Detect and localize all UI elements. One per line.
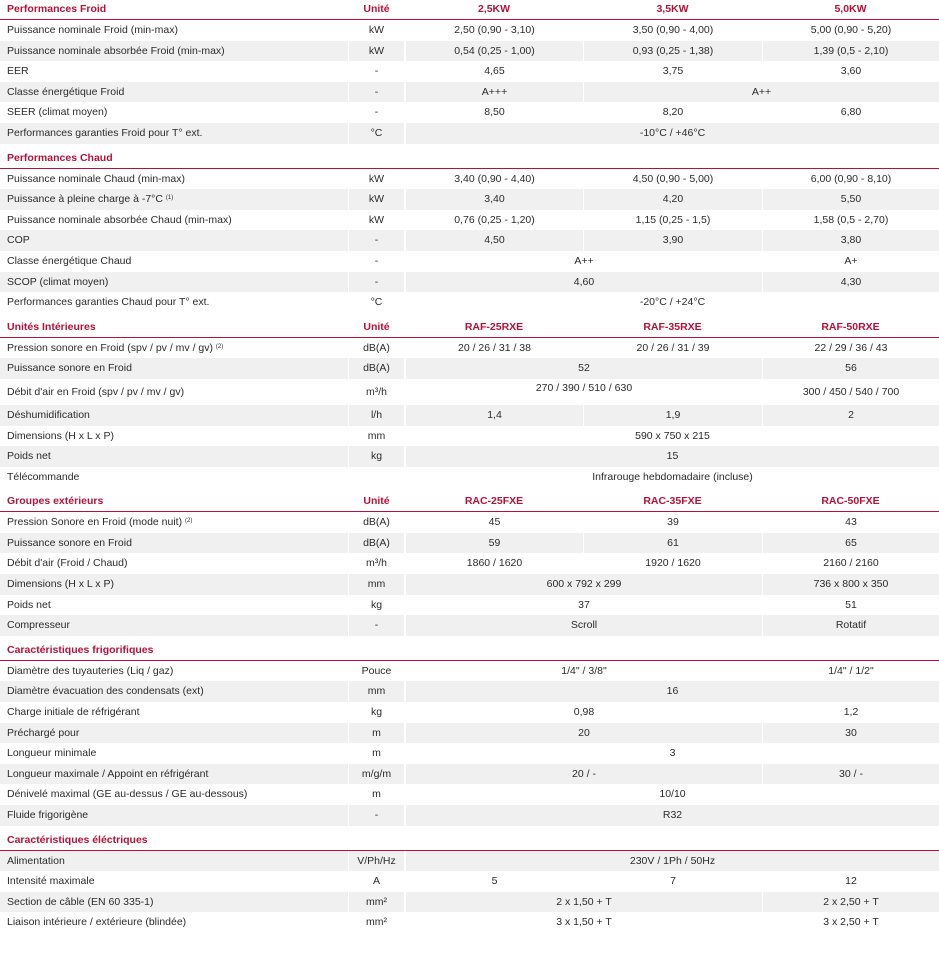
cell-value: 5,00 (0,90 - 5,20) — [762, 20, 939, 41]
row-label: Pression Sonore en Froid (mode nuit) — [7, 516, 183, 529]
section-header-groupes-exterieurs — [0, 492, 939, 512]
row-label: COP — [0, 230, 348, 251]
row-label: Pression sonore en Froid (spv / pv / mv / gv) — [7, 341, 213, 354]
cell-value: 4,65 — [405, 61, 583, 82]
cell-value: 590 x 750 x 215 — [405, 426, 939, 447]
row-label: Diamètre évacuation des condensats (ext) — [0, 681, 348, 702]
row-unit: A — [348, 871, 405, 892]
row-unit: dB(A) — [348, 512, 405, 533]
cell-value: 56 — [762, 358, 939, 379]
cell-value: 8,20 — [583, 102, 762, 123]
cell-value: 3 — [405, 743, 939, 764]
cell-value: 51 — [762, 595, 939, 616]
cell-value: A+ — [762, 251, 939, 272]
row-label: Charge initiale de réfrigérant — [0, 702, 348, 723]
footnote-marker: (2) — [215, 343, 224, 350]
cell-value: 2 x 2,50 + T — [762, 892, 939, 913]
row-unit: - — [348, 272, 405, 293]
row-label: Diamètre des tuyauteries (Liq / gaz) — [0, 661, 348, 682]
cell-value: 61 — [583, 533, 762, 554]
row-unit: dB(A) — [348, 358, 405, 379]
unit-header: Unité — [348, 492, 405, 512]
row-label: Compresseur — [0, 615, 348, 636]
row-unit: m³/h — [348, 379, 405, 405]
table-row — [0, 805, 939, 826]
table-row — [0, 661, 939, 682]
table-row — [0, 702, 939, 723]
cell-value: 300 / 450 / 540 / 700 — [762, 379, 939, 405]
table-row — [0, 851, 939, 872]
cell-value: 3,40 (0,90 - 4,40) — [405, 169, 583, 190]
cell-value: 3,90 — [583, 230, 762, 251]
row-label: Intensité maximale — [0, 871, 348, 892]
row-label: Puissance sonore en Froid — [0, 533, 348, 554]
cell-value: A++ — [583, 82, 939, 103]
row-label: Alimentation — [0, 851, 348, 872]
cell-value: 230V / 1Ph / 50Hz — [405, 851, 939, 872]
section-title: Caractéristiques frigorifiques — [0, 641, 348, 661]
table-row — [0, 405, 939, 426]
row-label: Dimensions (H x L x P) — [0, 574, 348, 595]
table-row — [0, 338, 939, 359]
cell-value: 7 — [583, 871, 762, 892]
row-label: Télécommande — [0, 467, 348, 488]
cell-value: R32 — [405, 805, 939, 826]
table-row — [0, 379, 939, 405]
cell-value: 10/10 — [405, 784, 939, 805]
row-unit: kg — [348, 702, 405, 723]
column-header: 2,5KW — [405, 0, 583, 20]
table-row — [0, 681, 939, 702]
cell-value: 20 / 26 / 31 / 38 — [405, 338, 583, 359]
cell-value: 65 — [762, 533, 939, 554]
cell-value: 2160 / 2160 — [762, 553, 939, 574]
table-row — [0, 358, 939, 379]
row-unit: mm — [348, 426, 405, 447]
cell-value: -10°C / +46°C — [405, 123, 939, 144]
row-label: Performances garanties Chaud pour T° ext. — [0, 292, 348, 313]
table-row — [0, 784, 939, 805]
cell-value: 1/4" / 1/2" — [762, 661, 939, 682]
cell-value: 1/4" / 3/8" — [405, 661, 762, 682]
row-unit: - — [348, 251, 405, 272]
cell-value: 20 / - — [405, 764, 762, 785]
row-label: Classe énergétique Chaud — [0, 251, 348, 272]
cell-value: 5 — [405, 871, 583, 892]
section-title: Groupes extérieurs — [0, 492, 348, 512]
cell-value: 2 — [762, 405, 939, 426]
row-label-with-note — [0, 512, 348, 533]
cell-value: 1,4 — [405, 405, 583, 426]
row-label: Débit d'air (Froid / Chaud) — [0, 553, 348, 574]
table-row — [0, 912, 939, 933]
column-header: RAC-35FXE — [583, 492, 762, 512]
cell-value: 16 — [405, 681, 939, 702]
table-row — [0, 892, 939, 913]
row-unit: - — [348, 230, 405, 251]
column-header: RAF-25RXE — [405, 318, 583, 338]
row-label: Liaison intérieure / extérieure (blindée) — [0, 912, 348, 933]
row-label: Classe énergétique Froid — [0, 82, 348, 103]
row-unit: - — [348, 615, 405, 636]
cell-value: 39 — [583, 512, 762, 533]
cell-value: 1,9 — [583, 405, 762, 426]
cell-value: 1,39 (0,5 - 2,10) — [762, 41, 939, 62]
row-label: Performances garanties Froid pour T° ext. — [0, 123, 348, 144]
row-unit: V/Ph/Hz — [348, 851, 405, 872]
section-header-performances-chaud — [0, 149, 939, 169]
column-header: 5,0KW — [762, 0, 939, 20]
table-row — [0, 102, 939, 123]
section-header-unites-interieures — [0, 318, 939, 338]
cell-value: 30 — [762, 723, 939, 744]
row-label-with-note — [0, 338, 348, 359]
section-header-performances-froid — [0, 0, 939, 20]
cell-value: 20 / 26 / 31 / 39 — [583, 338, 762, 359]
row-unit: dB(A) — [348, 533, 405, 554]
row-label: Fluide frigorigène — [0, 805, 348, 826]
row-unit: - — [348, 102, 405, 123]
cell-value: 6,80 — [762, 102, 939, 123]
row-unit: l/h — [348, 405, 405, 426]
row-unit: Pouce — [348, 661, 405, 682]
cell-value: 20 — [405, 723, 762, 744]
row-unit: - — [348, 805, 405, 826]
cell-value: Rotatif — [762, 615, 939, 636]
cell-value: 1,2 — [762, 702, 939, 723]
row-unit: kW — [348, 169, 405, 190]
cell-value: Scroll — [405, 615, 762, 636]
row-label: Dénivelé maximal (GE au-dessus / GE au-dessous) — [0, 784, 348, 805]
cell-value: 1,15 (0,25 - 1,5) — [583, 210, 762, 231]
table-row — [0, 82, 939, 103]
row-unit: °C — [348, 123, 405, 144]
section-title: Unités Intérieures — [0, 318, 348, 338]
cell-value: 0,76 (0,25 - 1,20) — [405, 210, 583, 231]
section-header-caracteristiques-frigorifiques — [0, 641, 939, 661]
row-unit: mm — [348, 574, 405, 595]
row-unit: mm² — [348, 892, 405, 913]
cell-value: Infrarouge hebdomadaire (incluse) — [405, 467, 939, 488]
table-row — [0, 41, 939, 62]
section-header-caracteristiques-electriques — [0, 831, 939, 851]
table-row — [0, 169, 939, 190]
table-row — [0, 61, 939, 82]
row-label: Poids net — [0, 446, 348, 467]
table-row — [0, 292, 939, 313]
column-header: RAC-50FXE — [762, 492, 939, 512]
cell-value: 3 x 1,50 + T — [405, 912, 762, 933]
cell-value: 12 — [762, 871, 939, 892]
row-label: Poids net — [0, 595, 348, 616]
table-row — [0, 446, 939, 467]
row-label: Déshumidification — [0, 405, 348, 426]
row-label: Puissance nominale Froid (min-max) — [0, 20, 348, 41]
table-row — [0, 743, 939, 764]
cell-value: 45 — [405, 512, 583, 533]
cell-value: 43 — [762, 512, 939, 533]
row-unit: dB(A) — [348, 338, 405, 359]
cell-value: 3,60 — [762, 61, 939, 82]
section-title: Performances Chaud — [0, 149, 348, 169]
row-label-with-note — [0, 189, 348, 210]
cell-value: 4,50 (0,90 - 5,00) — [583, 169, 762, 190]
table-row — [0, 210, 939, 231]
cell-value: 1,58 (0,5 - 2,70) — [762, 210, 939, 231]
cell-value: 4,20 — [583, 189, 762, 210]
table-row — [0, 272, 939, 293]
cell-value: 3,50 (0,90 - 4,00) — [583, 20, 762, 41]
cell-value: 22 / 29 / 36 / 43 — [762, 338, 939, 359]
row-label: Débit d'air en Froid (spv / pv / mv / gv) — [0, 379, 348, 405]
row-label: Puissance à pleine charge à -7°C — [7, 193, 163, 206]
row-unit: m/g/m — [348, 764, 405, 785]
cell-value: 59 — [405, 533, 583, 554]
row-label: SCOP (climat moyen) — [0, 272, 348, 293]
cell-value: A++ — [405, 251, 762, 272]
table-row — [0, 467, 939, 488]
cell-value: 1920 / 1620 — [583, 553, 762, 574]
column-header: 3,5KW — [583, 0, 762, 20]
cell-value: 8,50 — [405, 102, 583, 123]
cell-value: 4,50 — [405, 230, 583, 251]
cell-value: 0,93 (0,25 - 1,38) — [583, 41, 762, 62]
cell-value: 0,54 (0,25 - 1,00) — [405, 41, 583, 62]
row-label: Puissance nominale Chaud (min-max) — [0, 169, 348, 190]
column-header: RAF-50RXE — [762, 318, 939, 338]
table-row — [0, 251, 939, 272]
footnote-marker: (1) — [165, 195, 174, 202]
section-title: Caractéristiques éléctriques — [0, 831, 348, 851]
cell-value: 30 / - — [762, 764, 939, 785]
row-label: Puissance nominale absorbée Chaud (min-max) — [0, 210, 348, 231]
cell-value: A+++ — [405, 82, 583, 103]
table-row — [0, 871, 939, 892]
row-unit: kW — [348, 189, 405, 210]
row-label: Puissance sonore en Froid — [0, 358, 348, 379]
cell-value: 1860 / 1620 — [405, 553, 583, 574]
cell-value: 3,40 — [405, 189, 583, 210]
row-unit: kW — [348, 20, 405, 41]
cell-value: 15 — [405, 446, 939, 467]
table-row — [0, 426, 939, 447]
row-label: SEER (climat moyen) — [0, 102, 348, 123]
table-row — [0, 595, 939, 616]
row-unit: m — [348, 723, 405, 744]
column-header: RAC-25FXE — [405, 492, 583, 512]
unit-header: Unité — [348, 318, 405, 338]
unit-header: Unité — [348, 0, 405, 20]
cell-value: 2,50 (0,90 - 3,10) — [405, 20, 583, 41]
table-row — [0, 553, 939, 574]
table-row — [0, 230, 939, 251]
row-label: Longueur minimale — [0, 743, 348, 764]
row-label: Puissance nominale absorbée Froid (min-max) — [0, 41, 348, 62]
table-row — [0, 723, 939, 744]
cell-value: 270 / 390 / 510 / 630 — [405, 379, 762, 405]
table-row — [0, 764, 939, 785]
row-unit: mm² — [348, 912, 405, 933]
cell-value: 5,50 — [762, 189, 939, 210]
row-unit: mm — [348, 681, 405, 702]
cell-value: 4,60 — [405, 272, 762, 293]
cell-value: -20°C / +24°C — [405, 292, 939, 313]
row-label: Dimensions (H x L x P) — [0, 426, 348, 447]
table-row — [0, 574, 939, 595]
row-unit: m³/h — [348, 553, 405, 574]
row-unit: kg — [348, 446, 405, 467]
cell-value: 600 x 792 x 299 — [405, 574, 762, 595]
row-unit: °C — [348, 292, 405, 313]
row-unit: kW — [348, 210, 405, 231]
row-unit: m — [348, 784, 405, 805]
table-row — [0, 533, 939, 554]
cell-value: 52 — [405, 358, 762, 379]
table-row — [0, 20, 939, 41]
cell-value: 736 x 800 x 350 — [762, 574, 939, 595]
row-unit: m — [348, 743, 405, 764]
footnote-marker: (2) — [185, 518, 193, 525]
cell-value: 3,75 — [583, 61, 762, 82]
cell-value: 6,00 (0,90 - 8,10) — [762, 169, 939, 190]
cell-value: 0,98 — [405, 702, 762, 723]
row-label: Section de câble (EN 60 335-1) — [0, 892, 348, 913]
row-unit: - — [348, 61, 405, 82]
row-unit: kW — [348, 41, 405, 62]
column-header: RAF-35RXE — [583, 318, 762, 338]
table-row — [0, 189, 939, 210]
table-row — [0, 615, 939, 636]
section-title: Performances Froid — [0, 0, 348, 20]
row-label: EER — [0, 61, 348, 82]
row-unit: - — [348, 82, 405, 103]
cell-value: 3 x 2,50 + T — [762, 912, 939, 933]
row-label: Préchargé pour — [0, 723, 348, 744]
cell-value: 3,80 — [762, 230, 939, 251]
row-label: Longueur maximale / Appoint en réfrigérant — [0, 764, 348, 785]
row-unit: kg — [348, 595, 405, 616]
table-row — [0, 123, 939, 144]
row-unit — [348, 467, 405, 488]
table-row — [0, 512, 939, 533]
cell-value: 37 — [405, 595, 762, 616]
cell-value: 4,30 — [762, 272, 939, 293]
cell-value: 2 x 1,50 + T — [405, 892, 762, 913]
